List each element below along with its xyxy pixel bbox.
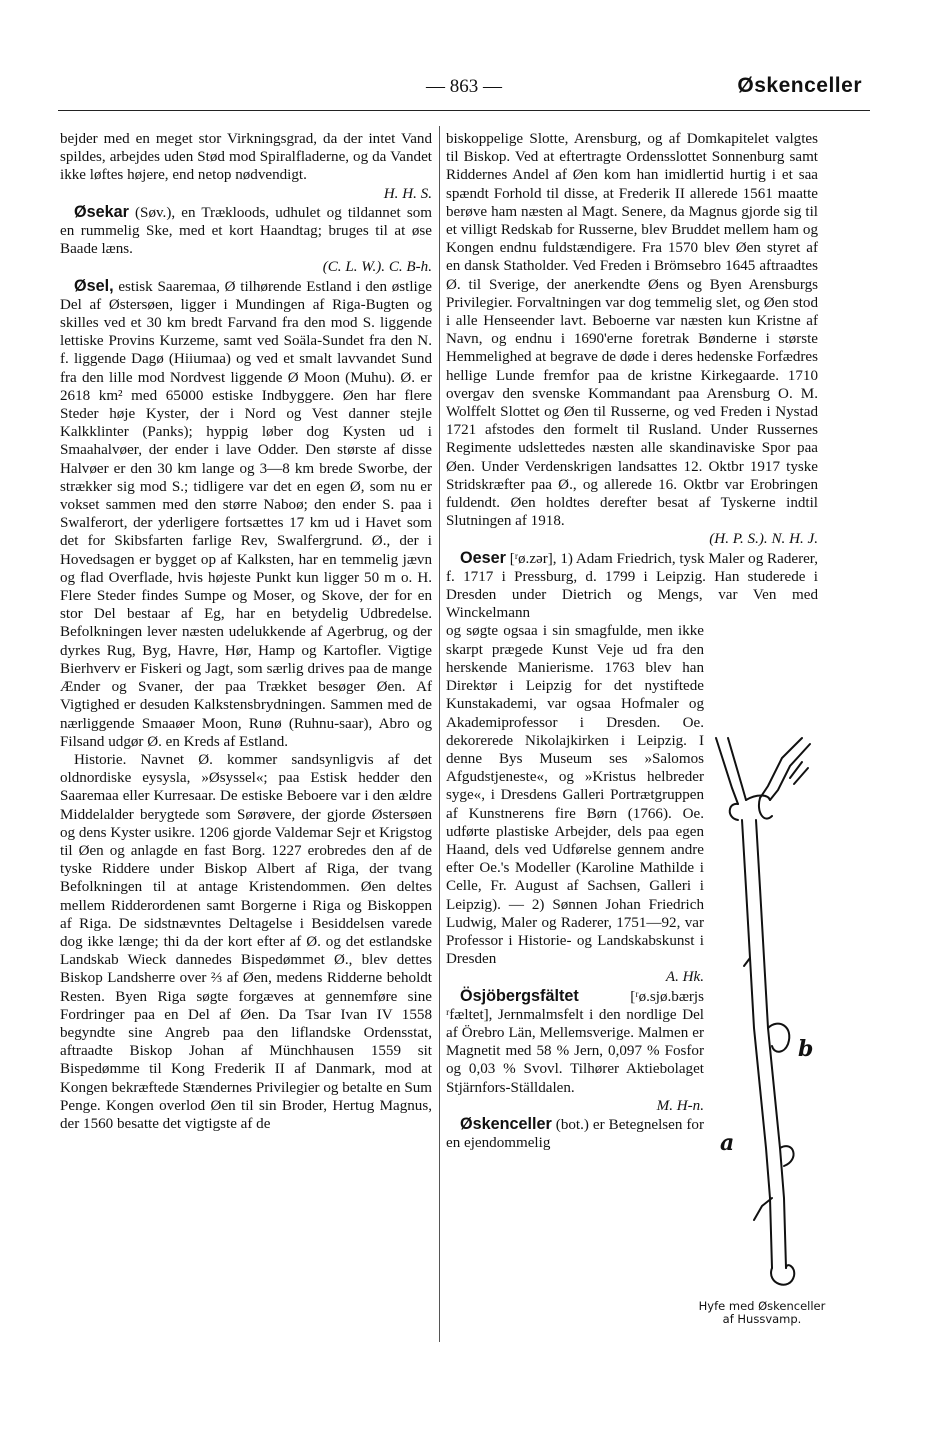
body-text: (bot.) er Betegnelsen for en ejendommelig (446, 1116, 704, 1152)
body-text: estisk Saaremaa, Ø tilhørende Estland i den østlige Del af Østersøen, ligger i Mundingen af Riga-Bugten og skilles ved et 30 km bredt Farvand fra den mod S. liggende lettiske Provins Kurzeme, samt ved Soäla-Sundet fra den N. f. liggende Dagø (Hiiumaa) og ved et smalt lavvandet Sund fra den lille mod Nordvest liggende Ø Moon (Muhu). Ø. er 2618 km² med 65000 estiske Indbyggere. Øen har flere Steder høje Kyster, der i Nord og Vest danner stejle Kalkklinter (Panks); hyppig løber dog Kysten ud i Smaahalvøer, der ender i lave Odder. Den største af disse Halvøer er den 30 km lange og 3—8 km brede Sworbe, der strækker sig mod S.; tidligere var det en egen Ø, som nu er vokset sammen med den større Naboø; den ender S. paa i Swalferort, der yderligere fortsættes 17 km ud i Havet som det for Skibsfarten farlige Rev, Swalfergrund. Ø., der i Hovedsagen er bygget op af Kalksten, har en temmelig jævn og flad Overflade, hvis højeste Punkt kun ligger 50 m o. H. Flere Steder findes Sumpe og Moser, og Skove, der for en stor Del bestaar af Eg, har en betydelig Udbredelse. Befolkningen lever næsten udelukkende af Agerbrug, og der dyrkes Rug, Byg, Havre, Hør, Hamp og Kartofler. Vigtige Bierhverv er Fiskeri og Jagt, som særlig drives paa de mange Ænder og Svaner, der paa Trækket besøger Øen. Af Vigtighed er desuden Kalkstensbrydningen. Sammen med de nærliggende Smaaøer Moon, Runø (Ruhnu-saar), Abro og Filsand udgør Ø. en Kreds af Estland. (60, 278, 432, 750)
body-text: biskoppelige Slotte, Arensburg, og af Domkapitelet valgtes til Biskop. Ved at eftertragte Ordensslottet Sonnenburg samt Riddernes Andel af Øen kom han imidlertid hurtig i et saa spændt Forhold til disse, at Frederik II allerede 1561 maatte berøve ham næsten al Magt. Senere, da Magnus gjorde sig til et villigt Redskab for Russerne, blev Bruddet mellem ham og Kongen endnu fuldstændigere. Fra 1570 blev Øen styret af en dansk Statholder. Ved Freden i Brömsebro 1645 aftraadtes Ø. til Sverige, der anerkendte Øens og Byen Arensburgs Privilegier. Forvaltningen var dog temmelig slet, og Øen stod i alle Henseender lavt. Beboerne var næsten kun Kristne af Navn, og endnu i 1690'erne foretrak Bønderne i største Hemmelighed at begrave de døde i deres hedenske Forfædres hellige Lunde fremfor paa de kristne Kirkegaarde. 1710 overgav den svenske Kommandant paa Arensburg O. M. Wolffelt Slottet og Øen til Russerne, og ved Freden i Nystad 1721 afstodes den formelt til Rusland. Under Russernes Regimente udslettedes næsten alle skandinaviske Spor paa Øen. Under Verdenskrigen landsattes 12. Oktbr 1917 tyske Stridskræfter paa Ø., og allerede 16. Oktbr var Erobringen fuldendt. Øen holdtes derefter besat af Tyskerne indtil Slutningen af 1918. (446, 131, 818, 530)
entry-headword: Oeser (460, 548, 506, 567)
entry-headword: Øskenceller (460, 1114, 552, 1133)
body-text: [ʳø.zər], 1) Adam Friedrich, tysk Maler og Raderer, f. 1717 i Pressburg, d. 1799 i Leipzig. Han studerede i Dresden under Dietrich og Mengs, var Ven med Winckelmann (446, 550, 818, 622)
entry-oskenceller (446, 1115, 704, 1152)
entry-headword: Øsel, (74, 276, 114, 295)
figure-caption: Hyfe med Øskenceller af Hussvamp. (698, 1299, 826, 1326)
entry-osjobergsfaltet (446, 987, 704, 1115)
figure-label-b: b (798, 1036, 814, 1062)
hypha-illustration (698, 728, 826, 1293)
column-divider (439, 126, 440, 1342)
column-left (60, 130, 432, 1133)
hypha-figure (698, 728, 826, 1348)
body-text: [ʳø.sjø.bærjs ʳfæltet], Jernmalmsfelt i den nordlige Del af Örebro Län, Mellemsverige. Malmen er Magnetit med 58 % Jern, 0,097 % Fosfor og 0,03 % Svovl. Tilhører Aktiebolaget Stjärnfors-Ställdalen. (446, 988, 704, 1096)
author-signature: (H. P. S.). N. H. J. (709, 531, 818, 548)
body-text: (Søv.), en Trækloods, udhulet og tildannet som en rummelig Ske, med et kort Haandtag; bruges til at øse Baade læns. (60, 204, 432, 258)
running-head: Øskenceller (737, 74, 862, 97)
body-text: og søgte ogsaa i sin smagfulde, men ikke skarpt prægede Kunst Veje ud fra den herskende Manierisme. 1763 blev han Direktør i Leipzig for det nystiftede Kunstakademi, var ogsaa Hofmaler og Akademiprofessor i Dresden. Oe. dekorerede Nikolajkirken i Leipzig. I denne Bys Museum ses »Salomos Afgudstjeneste«, og »Kristus helbreder syge«, i Dresdens Galleri Portrætgruppen af Kunstnerens fire Børn (1766). Oe. udførte plastiske Arbejder, dels paa egen Haand, dels ved Udførelse gennem andre efter Oe.'s Modeller (Karoline Mathilde i Celle, Fr. August af Sachsen, Galleri i Leipzig). — 2) Sønnen Johan Friedrich Ludwig, Maler og Raderer, 1751—92, var Professor i Historie- og Landskabskunst i Dresden (446, 623, 704, 968)
author-signature: (C. L. W.). C. B-h. (322, 259, 432, 276)
author-signature: A. Hk. (665, 969, 704, 986)
entry-osekar (60, 203, 432, 277)
author-signature: H. H. S. (383, 185, 432, 202)
body-text: Historie. Navnet Ø. kommer sandsynligvis af det oldnordiske eysysla, »Øsyssel«; paa Estisk hedder den Saaremaa eller Kurresaar. De estiske Beboere var i den ældre Middelalder berygtede som Sørøvere, der gjorde Østersøen og dens Kyster usikre. 1206 gjorde Valdemar Sejr et Krigstog til Øen og anlagde en fast Borg. 1227 erobredes den af de tyske Riddere under Biskop Albert af Riga, der tvang Befolkningen til at antage Kristendommen. Øen deltes mellem Ridderordenen samt Borgerne i Riga og Biskoppen af Riga. De sidstnævntes Deltagelse i Besiddelsen varede dog ikke længe; thi da der kort efter af Ø. og det estlandske Landskab Wieck dannedes Bispedømmet Ø., blev dettes Biskop Landsherre over ⅔ af Øen, medens Ridderne beholdt Resten. Byen Riga søgte forgæves at gennemføre sine Fordringer paa en Del af Øen. Da Tsar Ivan IV 1558 begyndte sine Angreb paa den liflandske Ordensstat, aftraadte Biskop Johan af Münchhausen 1559 sit Bispedømme til Kong Frederik II af Danmark, mod at Kongen bekræftede Stændernes Privilegier og betalte en Sum Penge. Kongen overlod Øen til sin Broder, Hertug Magnus, der 1560 besatte det vigtigste af de (60, 751, 432, 1132)
header-rule (58, 110, 870, 111)
paragraph (446, 130, 818, 549)
page-header (58, 74, 870, 102)
entry-oeser (446, 549, 818, 623)
paragraph (60, 130, 432, 203)
author-signature: M. H-n. (656, 1097, 704, 1114)
entry-headword: Ösjöbergsfältet (460, 986, 579, 1005)
figure-label-a: a (720, 1130, 735, 1156)
page-number: — 863 — (426, 76, 502, 97)
text-beside-figure (446, 622, 704, 1152)
entry-osel (60, 277, 432, 751)
body-text: bejder med en meget stor Virkningsgrad, da der intet Vand spildes, arbejdes uden Stød mod Spiralfladerne, og da Vandet ikke løftes højere, end netop nødvendigt. (60, 131, 432, 184)
entry-headword: Øsekar (74, 202, 129, 221)
paragraph-historie (60, 751, 432, 1133)
paragraph (446, 622, 704, 986)
